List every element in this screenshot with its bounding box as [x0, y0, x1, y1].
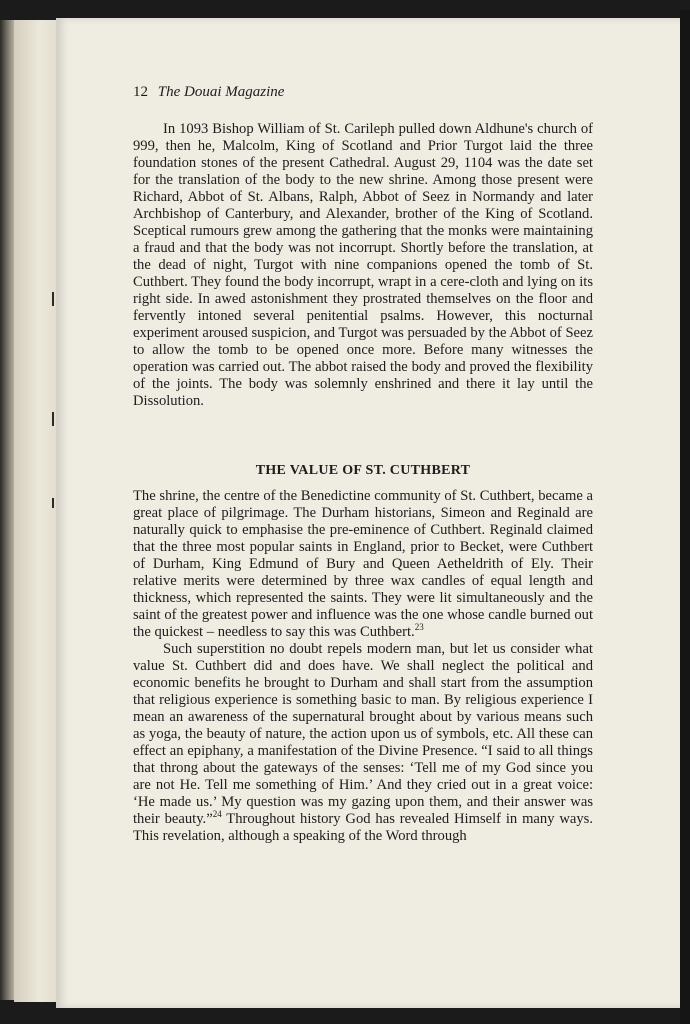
- spine-mark: [52, 498, 54, 508]
- facing-page-margin: [14, 20, 59, 1002]
- running-title: The Douai Magazine: [157, 84, 285, 100]
- body-paragraph: In 1093 Bishop William of St. Carileph pulled down Aldhune's church of 999, then he, Malcolm, King of Scotland and Prior Turgot laid the three foundation stones of the present Cathedral. August 29, 1104 was the date set for the translation of the body to the new shrine. Among those present were Richard, Abbot of St. Albans, Ralph, Abbot of Seez in Normandy and later Archbishop of Canterbury, and Alexander, brother of the King of Scotland. Sceptical rumours grew among the gathering that the monks were maintaining a fraud and that the body was not incorrupt. Shortly before the translation, at the dead of night, Turgot with nine companions opened the tomb of St. Cuthbert. They found the body incorrupt, wrapt in a cere-cloth and lying on its right side. In awed astonishment they prostrated themselves on the floor and fervently intoned several penitential psalms. However, this nocturnal experiment aroused suspicion, and Turgot was persuaded by the Abbot of Seez to allow the tomb to be opened once more. Before many witnesses the operation was carried out. The abbot raised the body and proved the flexibility of the joints. The body was solemnly enshrined and there it lay until the Dissolution.: [133, 121, 593, 409]
- spine-mark: [52, 412, 54, 426]
- scan-edge-shadow: [680, 10, 690, 1024]
- section-one-text: [133, 121, 593, 410]
- section-two-text: [133, 488, 593, 845]
- page-number: 12: [133, 84, 148, 100]
- body-paragraph: [133, 488, 593, 641]
- footnote-marker: 23: [414, 622, 424, 633]
- paragraph-text: The shrine, the centre of the Benedictine community of St. Cuthbert, became a great place of pilgrimage. The Durham historians, Simeon and Reginald are naturally quick to emphasise the pre-eminence of Cuthbert. Reginald claimed that the three most popular saints in England, prior to Becket, were Cuthbert of Durham, King Edmund of Bury and Queen Aetheldrith of Ely. Their relative merits were determined by three wax candles of equal length and thickness, which represented the saints. They were lit simultaneously and the saint of the greatest power and influence was the one whose candle burned out the quickest – needless to say this was Cuthbert.: [133, 488, 593, 640]
- footnote-marker: 24: [212, 809, 222, 820]
- paragraph-text: Throughout history God has revealed Himself in many ways. This revelation, although a speaking of the Word through: [133, 811, 593, 844]
- body-paragraph: [133, 641, 593, 845]
- running-head: [133, 84, 284, 101]
- paragraph-text: Such superstition no doubt repels modern man, but let us consider what value St. Cuthbert did and does have. We shall neglect the political and economic benefits he brought to Durham and shall start from the assumption that religious experience is something basic to man. By religious experience I mean an awareness of the supernatural brought about by various means such as yoga, the beauty of nature, the action upon us of symbols, etc. All these can effect an epiphany, a manifestation of the Divine Presence. “I said to all things that throng about the gateways of the senses: ‘Tell me of my God since you are not He. Tell me something of Him.’ And they cried out in a great voice: ‘He made us.’ My question was my gazing upon them, and their answer was their beauty.”: [133, 641, 593, 827]
- spine-mark: [52, 292, 54, 306]
- section-heading: THE VALUE OF ST. CUTHBERT: [255, 463, 471, 478]
